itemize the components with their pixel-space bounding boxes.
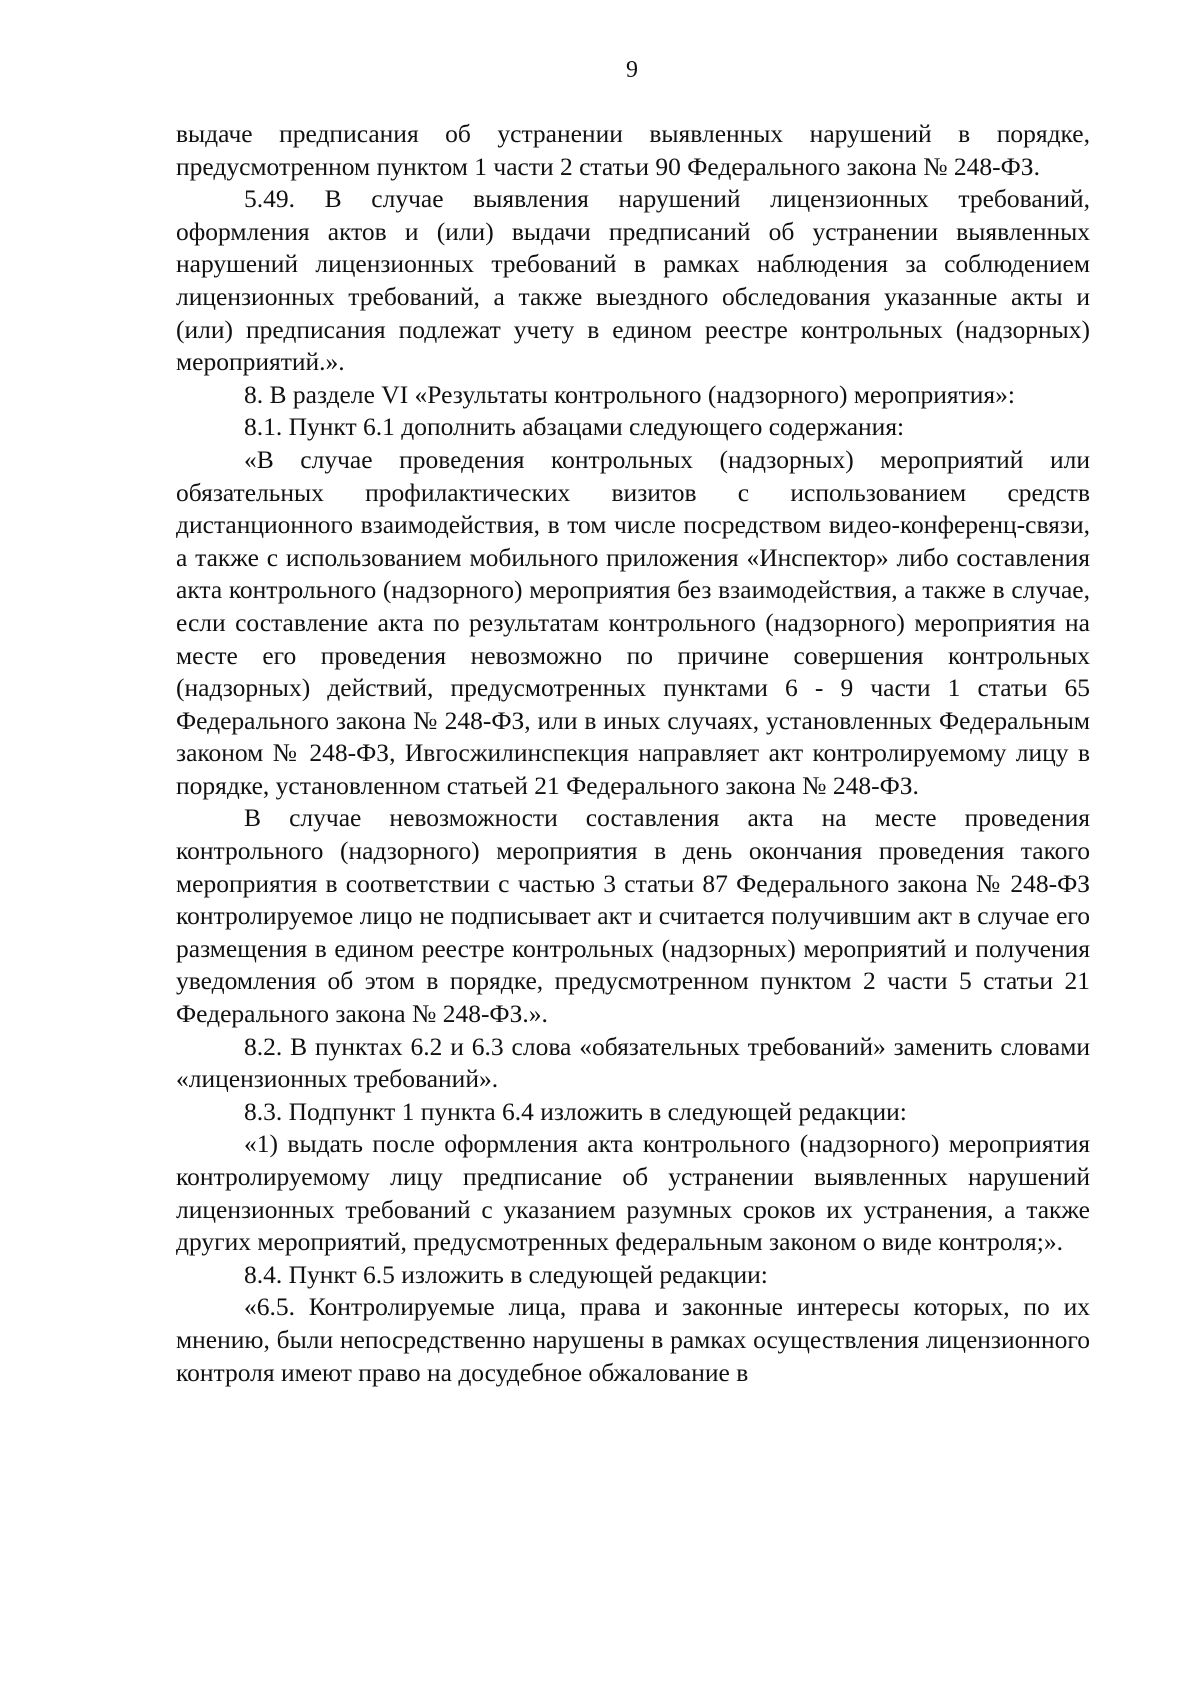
paragraph-continuation: выдаче предписания об устранении выявленных нарушений в порядке, предусмотренном пунктом 1 части 2 статьи 90 Федерального закона № 248-ФЗ.: [176, 119, 1090, 181]
document-body: [176, 118, 1090, 1389]
paragraph-8-section-vi: 8. В разделе VI «Результаты контрольного (надзорного) мероприятия»:: [244, 379, 1015, 409]
paragraph-quote-subitem-1: «1) выдать после оформления акта контрольного (надзорного) мероприятия контролируемому лицу предписание об устранении выявленных нарушений лицензионных требований с указанием разумных сроков их устранения, а также других мероприятий, предусмотренных федеральным законом о виде контроля;».: [176, 1129, 1090, 1257]
paragraph-quote-remote-interaction: «В случае проведения контрольных (надзорных) мероприятий или обязательных профилактических визитов с использованием средств дистанционного взаимодействия, в том числе посредством видео-конференц-связи, а также с использованием мобильного приложения «Инспектор» либо составления акта контрольного (надзорного) мероприятия без взаимодействия, а также в случае, если составление акта по результатам контрольного (надзорного) мероприятия на месте его проведения невозможно по причине совершения контрольных (надзорных) действий, предусмотренных пунктами 6 - 9 части 1 статьи 65 Федерального закона № 248-ФЗ, или в иных случаях, установленных Федеральным законом № 248-ФЗ, Ивгосжилинспекция направляет акт контролируемому лицу в порядке, установленном статьей 21 Федерального закона № 248-ФЗ.: [176, 444, 1090, 800]
paragraph-impossibility-of-act: В случае невозможности составления акта на месте проведения контрольного (надзорного) мероприятия в день окончания проведения такого мероприятия в соответствии с частью 3 статьи 87 Федерального закона № 248-ФЗ контролируемое лицо не подписывает акт и считается получившим акт в случае его размещения в едином реестре контрольных (надзорных) мероприятий и получения уведомления об этом в порядке, предусмотренном пунктом 2 части 5 статьи 21 Федерального закона № 248-ФЗ.».: [176, 803, 1090, 1029]
paragraph-8-3: 8.3. Подпункт 1 пункта 6.4 изложить в следующей редакции:: [244, 1096, 907, 1126]
paragraph-8-4: 8.4. Пункт 6.5 изложить в следующей редакции:: [244, 1259, 768, 1289]
paragraph-quote-6-5: «6.5. Контролируемые лица, права и законные интересы которых, по их мнению, были непосредственно нарушены в рамках осуществления лицензионного контроля имеют право на досудебное обжалование в: [176, 1292, 1090, 1387]
page-number: 9: [626, 57, 638, 83]
paragraph-8-1: 8.1. Пункт 6.1 дополнить абзацами следующего содержания:: [244, 412, 905, 442]
paragraph-8-2: 8.2. В пунктах 6.2 и 6.3 слова «обязательных требований» заменить словами «лицензионных требований».: [176, 1031, 1090, 1094]
paragraph-5-49: 5.49. В случае выявления нарушений лицензионных требований, оформления актов и (или) выдачи предписаний об устранении выявленных нарушений лицензионных требований в рамках наблюдения за соблюдением лицензионных требований, а также выездного обследования указанные акты и (или) предписания подлежат учету в едином реестре контрольных (надзорных) мероприятий.».: [176, 184, 1090, 377]
